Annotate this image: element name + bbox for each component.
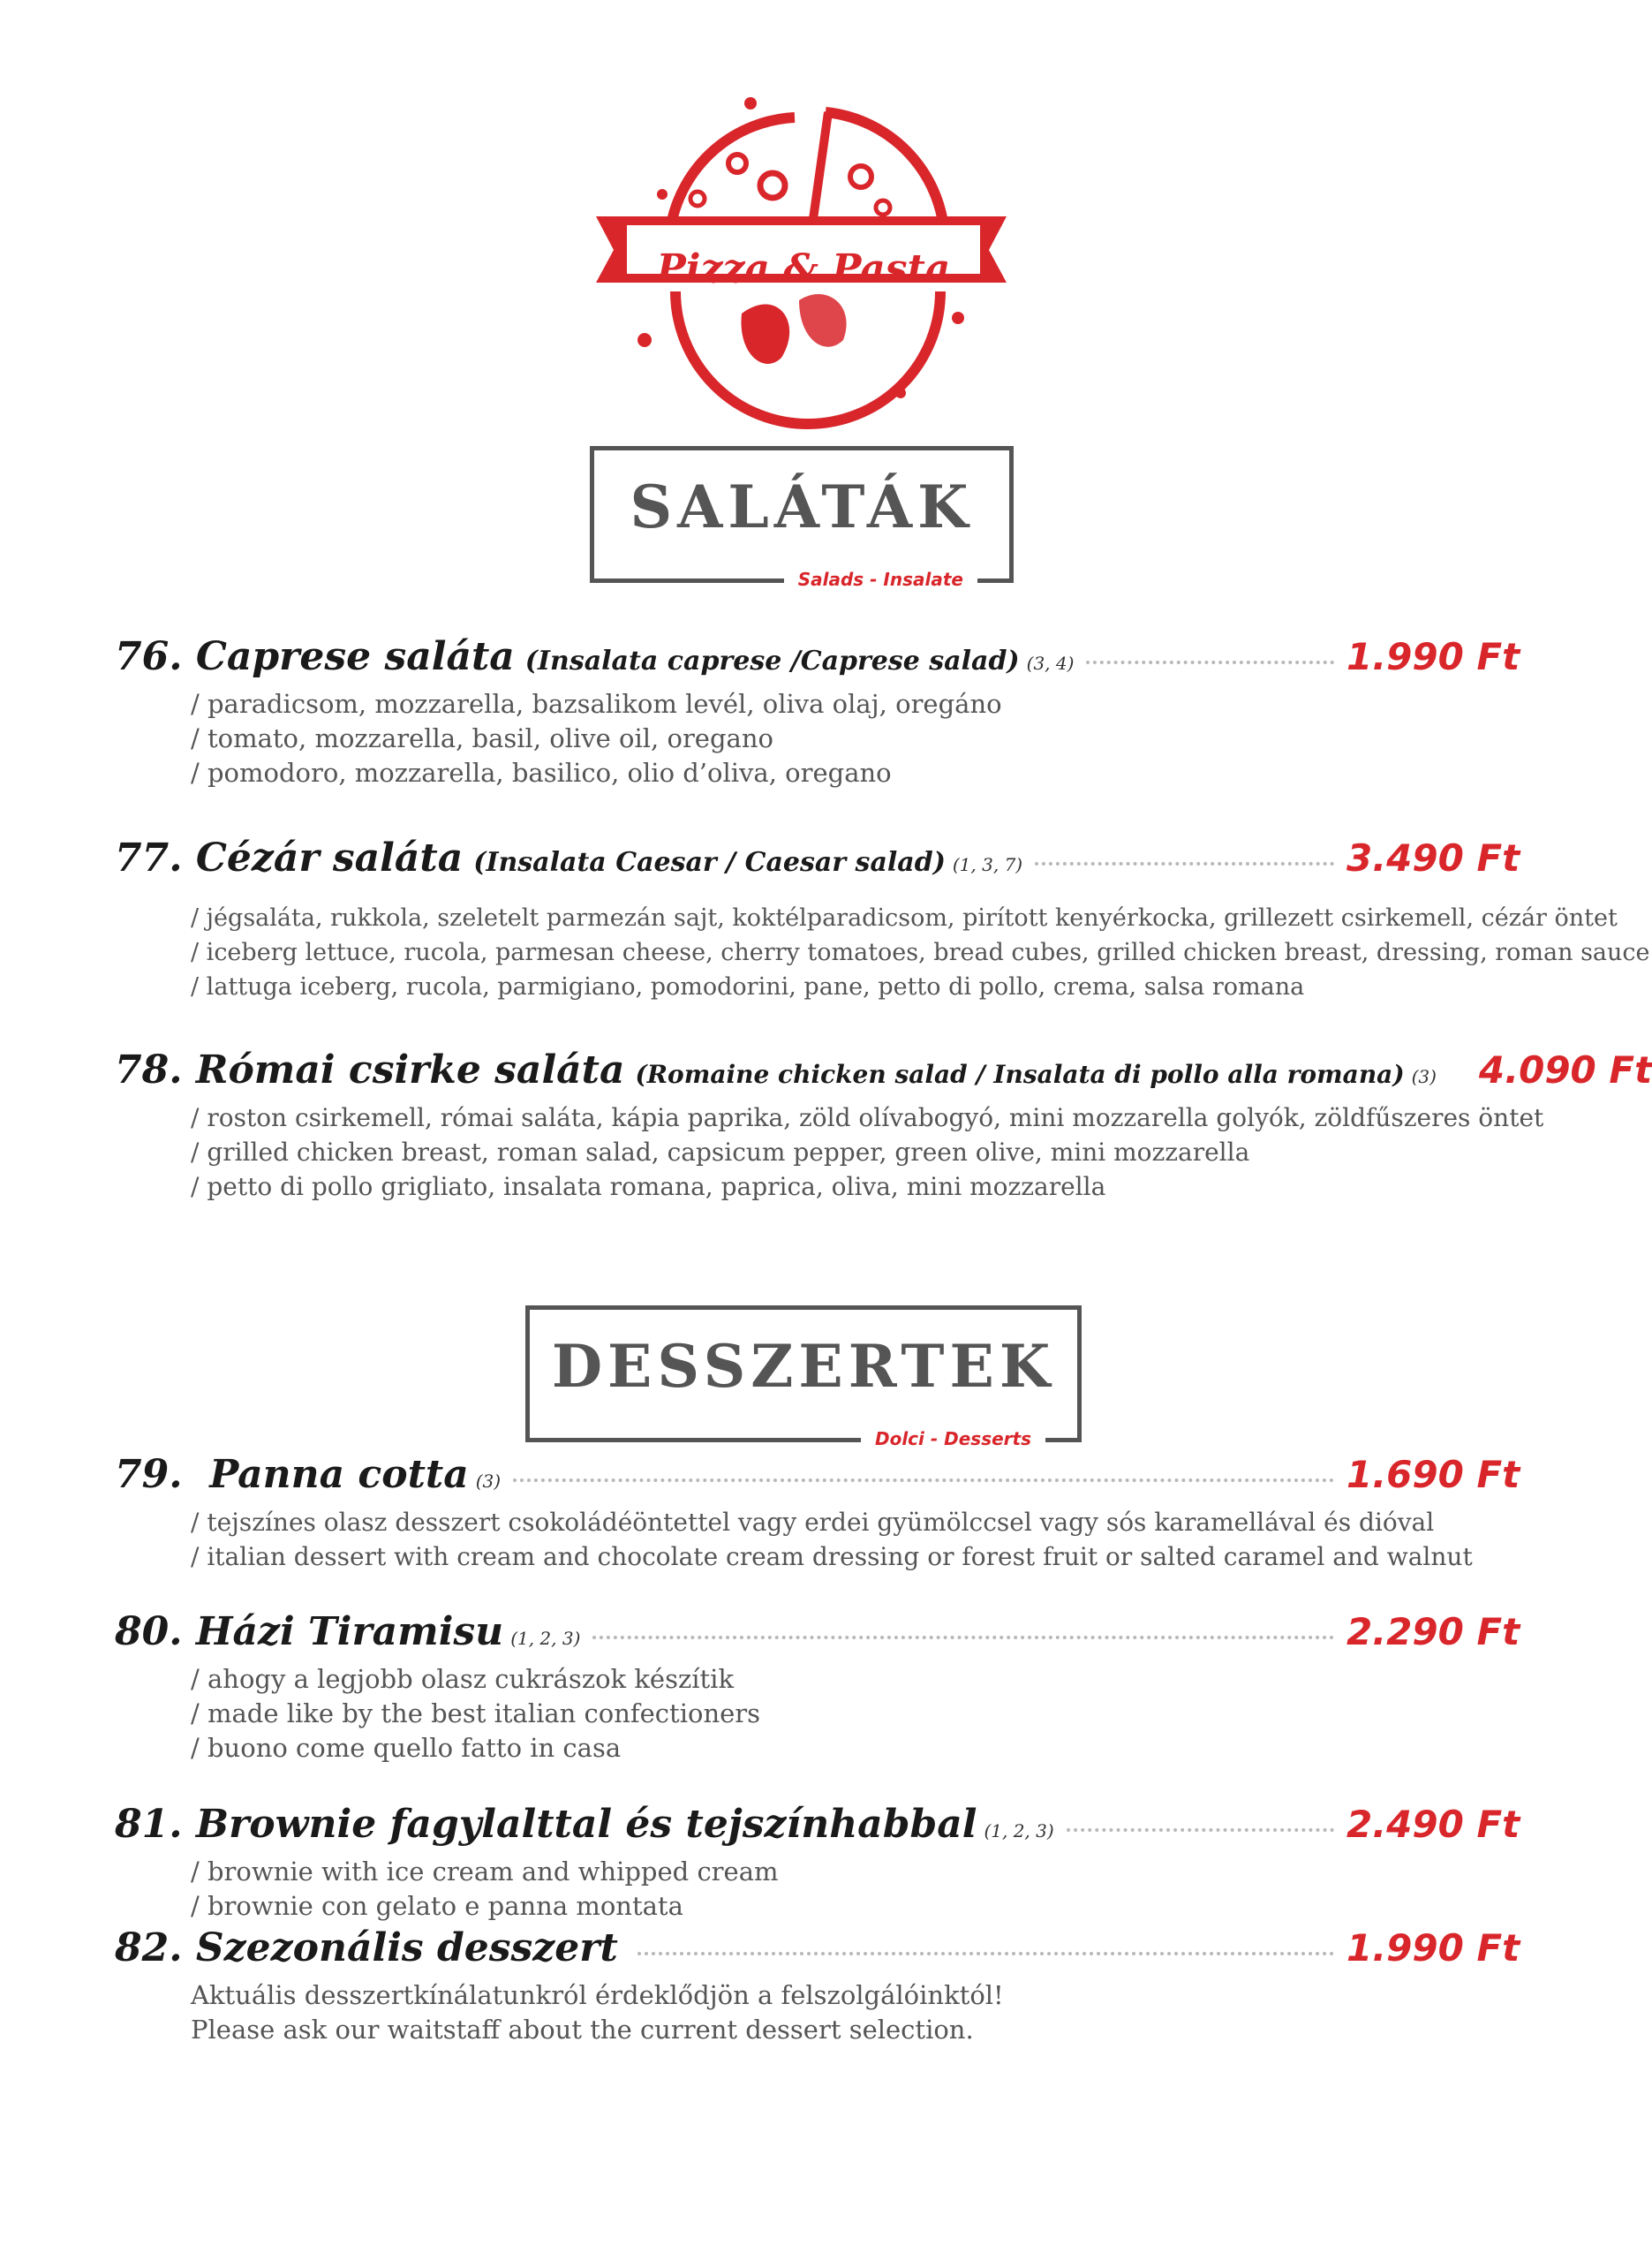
item-price: 1.690 Ft xyxy=(1346,1453,1520,1496)
item-name: 79. Panna cotta xyxy=(115,1452,469,1497)
menu-item xyxy=(115,634,1520,790)
item-price: 2.290 Ft xyxy=(1346,1610,1520,1653)
leader-dots xyxy=(1086,661,1334,664)
item-description: / roston csirkemell, római saláta, kápia paprika, zöld olívabogyó, mini mozzarella golyók, zöldfűszeres öntet / grilled chicken breast, roman salad, capsicum pepper, green olive, mini mozzarella / petto di pollo grigliato, insalata romana, paprica, oliva, mini mozzarella xyxy=(191,1103,1544,1201)
item-name: 82. Szezonális desszert xyxy=(115,1925,618,1970)
item-description: Aktuális desszertkínálatunkról érdeklődjön a felszolgálóinktól! Please ask our waitstaff about the current dessert selection. xyxy=(191,1980,1004,2045)
item-description: / tejszínes olasz desszert csokoládéöntettel vagy erdei gyümölccsel vagy sós karamellával és dióval / italian dessert with cream and chocolate cream dressing or forest fruit or salted caramel and walnut xyxy=(191,1508,1473,1571)
leader-dots xyxy=(513,1478,1334,1482)
item-alt-name: (Insalata Caesar / Caesar salad) xyxy=(473,847,946,878)
leader-dots xyxy=(1035,862,1334,866)
item-alt-name: (Romaine chicken salad / Insalata di pollo alla romana) xyxy=(635,1060,1405,1089)
section-subtitle: Dolci - Desserts xyxy=(861,1427,1045,1450)
item-allergens: (3, 4) xyxy=(1026,653,1075,674)
section-desserts-header xyxy=(525,1305,1082,1449)
menu-item xyxy=(115,1802,1520,1924)
item-allergens: (1, 2, 3) xyxy=(510,1628,581,1649)
item-description: / brownie with ice cream and whipped cream / brownie con gelato e panna montata xyxy=(191,1856,779,1921)
logo-text: Pizza & Pasta xyxy=(656,246,951,291)
item-allergens: (3) xyxy=(475,1471,502,1492)
item-allergens: (1, 3, 7) xyxy=(952,854,1023,875)
menu-item xyxy=(115,1047,1652,1204)
menu-item xyxy=(115,836,1650,1004)
section-subtitle: Salads - Insalate xyxy=(784,568,977,591)
section-title: SALÁTÁK xyxy=(630,472,974,541)
item-description: / paradicsom, mozzarella, bazsalikom levél, oliva olaj, oregáno / tomato, mozzarella, basil, olive oil, oregano / pomodoro, mozzarella, basilico, olio d’oliva, oregano xyxy=(191,689,1002,788)
item-allergens: (1, 2, 3) xyxy=(984,1820,1054,1841)
item-price: 2.490 Ft xyxy=(1346,1803,1520,1846)
item-name: 76. Caprese saláta xyxy=(115,634,515,679)
section-salads-header xyxy=(590,446,1014,590)
item-alt-name: (Insalata caprese /Caprese salad) xyxy=(524,646,1020,677)
item-price: 4.090 Ft xyxy=(1478,1048,1652,1092)
menu-item xyxy=(115,1925,1520,2047)
item-name: 81. Brownie fagylalttal és tejszínhabbal xyxy=(115,1802,977,1847)
item-description: / ahogy a legjobb olasz cukrászok készítik / made like by the best italian confectioners / buono come quello fatto in casa xyxy=(191,1664,761,1763)
item-allergens: (3) xyxy=(1411,1066,1437,1087)
section-title: DESSZERTEK xyxy=(551,1331,1056,1401)
menu-item xyxy=(115,1609,1520,1766)
item-price: 1.990 Ft xyxy=(1346,635,1520,678)
item-name: 80. Házi Tiramisu xyxy=(115,1609,504,1654)
item-description: / jégsaláta, rukkola, szeletelt parmezán sajt, koktélparadicsom, pirított kenyérkocka, grillezett csirkemell, cézár öntet / iceberg lettuce, rucola, parmesan cheese, cherry tomatoes, bread cubes, grilled chicken breast, dressing, roman sauce / lattuga iceberg, rucola, parmigiano, pomodorini, pane, petto di pollo, crema, salsa romana xyxy=(191,904,1650,1001)
leader-dots xyxy=(1067,1828,1334,1832)
leader-dots xyxy=(592,1636,1334,1639)
item-price: 1.990 Ft xyxy=(1346,1926,1520,1970)
item-name: 78. Római csirke saláta xyxy=(115,1047,625,1093)
menu-item xyxy=(115,1452,1520,1574)
leader-dots xyxy=(637,1952,1334,1955)
item-price: 3.490 Ft xyxy=(1346,836,1520,880)
item-name: 77. Cézár saláta xyxy=(115,836,464,881)
